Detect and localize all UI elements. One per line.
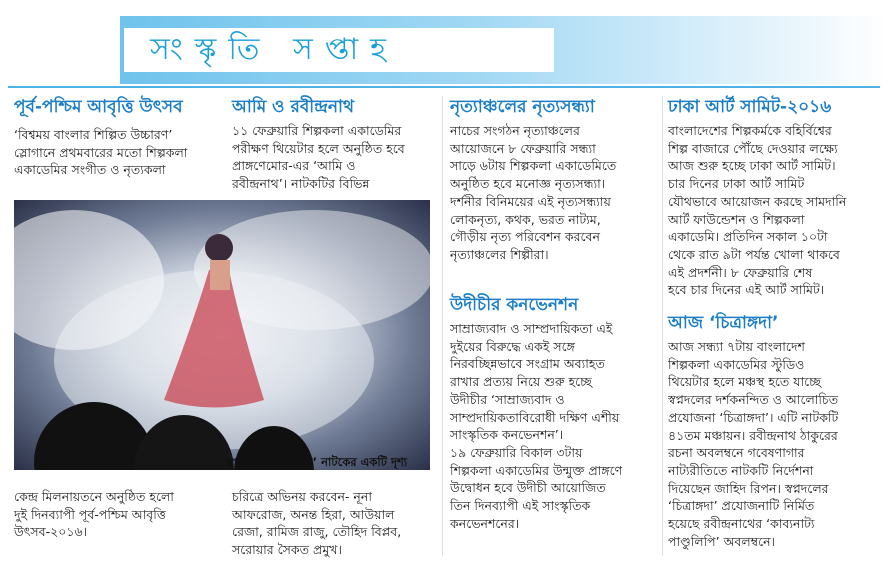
stage-photo — [14, 200, 430, 470]
text-line: ‘চিত্রাঙ্গদা’ প্রযোজনাটি নির্মিত — [668, 498, 815, 514]
text-line: স্লোগানে প্রথমবারের মতো শিল্পকলা — [14, 144, 188, 160]
column-divider — [662, 96, 663, 556]
text-line: একাডেমির সংগীত ও নৃত্যকলা — [14, 162, 166, 178]
text-line: এই প্রদর্শনী। ৮ ফেব্রুয়ারি শেষ — [668, 264, 813, 280]
text-line: দর্শনীর বিনিময়ের এই নৃত্যসন্ধ্যায় — [450, 193, 611, 209]
text-line: অনুষ্ঠিত হবে মনোজ্ঞ নৃত্যসন্ধ্যা। — [450, 176, 606, 192]
text-line: শিল্প বাজারে পৌঁছে দেওয়ার লক্ষ্যে — [668, 140, 838, 156]
section-banner — [0, 16, 888, 84]
text-line: সরোয়ার সৈকত প্রমুখ। — [232, 542, 342, 558]
banner-rule — [8, 86, 880, 88]
text-line: ১১ ফেব্রুয়ারি শিল্পকলা একাডেমির — [232, 123, 402, 138]
text-line: দুই দিনব্যাপী পূর্ব-পশ্চিম আবৃত্তি — [14, 506, 166, 522]
text-line: আয়োজনে ৮ ফেব্রুয়ারি সন্ধ্যা — [450, 140, 596, 156]
text-line: ১৯ ফেব্রুয়ারি বিকাল ৩টায় — [450, 444, 583, 460]
text-line: ৪১তম মঞ্চায়ন। রবীন্দ্রনাথ ঠাকুরের — [668, 427, 838, 443]
article-abritti-top — [14, 126, 224, 179]
text-line: নাট্যরীতিতে নাটকটি নির্দেশনা — [668, 462, 814, 478]
text-line: কনভেনশনের। — [450, 515, 520, 531]
text-line: থিয়েটার হলে মঞ্চস্থ হতে যাচ্ছে — [668, 374, 821, 390]
text-line: চার দিনের ঢাকা আর্ট সামিট — [668, 176, 805, 192]
text-line: পরীক্ষণ থিয়েটার হলে অনুষ্ঠিত হবে — [232, 140, 405, 156]
text-line: রবীন্দ্রনাথ’। নাটকটির বিভিন্ন — [232, 176, 370, 192]
headline-nrittyanchal: নৃত্যাঞ্চলের নৃত্যসন্ধ্যা — [450, 97, 595, 117]
article-ami-top — [232, 122, 438, 193]
article-udichi — [450, 320, 658, 532]
headline-chitrangada: আজ ‘চিত্রাঙ্গদা’ — [668, 313, 779, 333]
text-line: রচনা অবলম্বনে গবেষণাগার — [668, 445, 805, 461]
article-nrittyanchal — [450, 122, 658, 264]
stage-photo-illustration — [14, 200, 430, 470]
text-line: হয়েছে রবীন্দ্রনাথের ‘কাব্যনাট্য — [668, 516, 815, 532]
text-line: সাংস্কৃতিক কনভেনশন’। — [450, 427, 564, 443]
text-line: আজ সন্ধ্যা ৭টায় বাংলাদেশ — [668, 339, 805, 354]
text-line: প্রাঙ্গণেমোর-এর ‘আমি ও — [232, 158, 356, 174]
text-line: থেকে রাত ৯টা পর্যন্ত খোলা থাকবে — [668, 246, 840, 262]
text-line: শিল্পকলা একাডেমির স্টুডিও — [668, 356, 805, 372]
article-ami-bottom — [232, 488, 438, 559]
text-line: প্রযোজনা ‘চিত্রাঙ্গদা’। এটি নাটকটি — [668, 409, 839, 425]
article-abritti-bottom — [14, 488, 224, 541]
text-line: আফরোজ, অনন্ত হিরা, আউয়াল — [232, 506, 395, 522]
headline-dhaka-art-summit: ঢাকা আর্ট সামিট-২০১৬ — [668, 97, 832, 117]
column-divider — [442, 96, 443, 556]
banner-left-white — [0, 16, 120, 84]
text-line: উদীচীর ‘সাম্রাজ্যবাদ ও — [450, 391, 565, 407]
text-line: আজ শুরু হচ্ছে ঢাকা আর্ট সামিট। — [668, 158, 836, 174]
text-line: গৌড়ীয় নৃত্য পরিবেশন করবেন — [450, 229, 600, 245]
text-line: সাড়ে ৬টায় শিল্পকলা একাডেমিতে — [450, 158, 617, 174]
text-line: দিয়েছেন জাহিদ রিপন। স্বপ্নদলের — [668, 480, 829, 496]
text-line: দুইয়ের বিরুদ্ধে একই সঙ্গে — [450, 338, 575, 354]
text-line: শিল্পকলা একাডেমির উন্মুক্ত প্রাঙ্গণে — [450, 462, 623, 478]
text-line: কেন্দ্র মিলনায়তনে অনুষ্ঠিত হলো — [14, 489, 174, 504]
text-line: সাম্রাজ্যবাদ ও সাম্প্রদায়িকতা এই — [450, 321, 613, 336]
article-dhaka-art-summit — [668, 122, 884, 299]
text-line: রেজা, রামিজ রাজু, তৌহিদ বিপ্লব, — [232, 524, 402, 540]
article-chitrangada — [668, 338, 884, 550]
text-line: নৃত্যাঞ্চলের শিল্পীরা। — [450, 246, 549, 262]
text-line: পাণ্ডুলিপি’ অবলম্বনে। — [668, 533, 776, 549]
text-line: ‘বিশ্বময় বাংলার শিল্পিত উচ্চারণ’ — [14, 127, 173, 142]
text-line: নিরবচ্ছিন্নভাবে সংগ্রাম অব্যাহত — [450, 356, 605, 372]
headline-ami-o-rabindranath: আমি ও রবীন্দ্রনাথ — [232, 97, 354, 117]
text-line: উৎসব-২০১৬। — [14, 524, 88, 540]
text-line: বাংলাদেশের শিল্পকর্মকে বহির্বিশ্বের — [668, 123, 832, 138]
text-line: চরিত্রে অভিনয় করবেন- নূনা — [232, 489, 372, 504]
text-line: সাম্প্রদায়িকতাবিরোধী দক্ষিণ এশীয় — [450, 409, 620, 425]
text-line: রাখার প্রত্যয় নিয়ে শুরু হচ্ছে — [450, 374, 592, 390]
headline-abritti-utsab: পূর্ব-পশ্চিম আবৃত্তি উৎসব — [14, 97, 183, 117]
text-line: লোকনৃত্য, কথক, ভরত নাট্যম, — [450, 211, 601, 227]
text-line: আর্ট ফাউন্ডেশন ও শিল্পকলা — [668, 211, 805, 227]
text-line: নাচের সংগঠন নৃত্যাঞ্চলের — [450, 123, 580, 138]
text-line: তিন দিনব্যাপী এই সাংস্কৃতিক — [450, 498, 591, 514]
text-line: স্বপ্নদলের দর্শকনন্দিত ও আলোচিত — [668, 392, 839, 408]
text-line: হবে চার দিনের এই আর্ট সামিট। — [668, 282, 825, 298]
text-line: যৌথভাবে আয়োজন করছে সামদানি — [668, 193, 847, 209]
section-title: সংস্কৃতি সপ্তাহ — [124, 28, 554, 72]
headline-udichi-convention: উদীচীর কনভেনশন — [450, 295, 579, 315]
photo-caption: স্বপ্নদলের ‘চিত্রাঙ্গদা’ নাটকের একটি দৃশ্য — [226, 455, 408, 469]
text-line: উদ্বোধন হবে উদীচী আয়োজিত — [450, 480, 606, 496]
text-line: একাডেমি। প্রতিদিন সকাল ১০টা — [668, 229, 828, 245]
